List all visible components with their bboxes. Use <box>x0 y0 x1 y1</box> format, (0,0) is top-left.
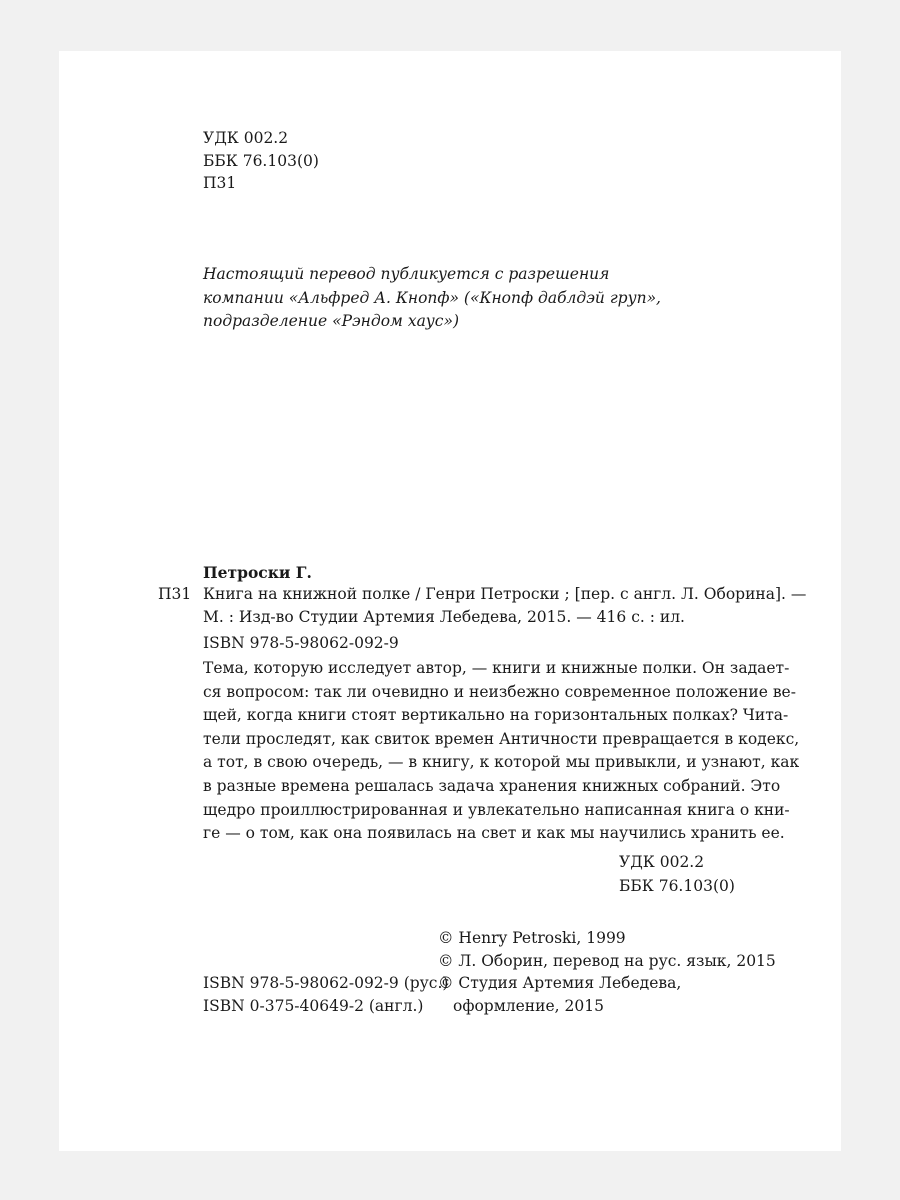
copyright-line: © Л. Оборин, перевод на рус. язык, 2015 <box>438 951 776 970</box>
permission-line: подразделение «Рэндом хаус») <box>203 312 460 330</box>
annotation-line: ге — о том, как она появилась на свет и как мы научились хранить ее. <box>203 824 785 843</box>
permission-line: компании «Альфред А. Кнопф» («Кнопф даблдэй груп», <box>203 288 661 307</box>
copyright-block <box>438 927 776 1017</box>
catalog-author: Петроски Г. <box>203 563 312 582</box>
author-mark: П31 <box>203 174 237 192</box>
description-line: М. : Изд-во Студии Артемия Лебедева, 2015. — 416 с. : ил. <box>203 608 685 626</box>
annotation-line: в разные времена решалась задача хранения книжных собраний. Это <box>203 776 781 795</box>
annotation <box>203 657 800 846</box>
bibliographic-description <box>203 583 807 629</box>
bbk-code: ББК 76.103(0) <box>203 151 319 170</box>
isbn-line: ISBN 0-375-40649-2 (англ.) <box>203 996 424 1015</box>
udk-code: УДК 002.2 <box>203 129 289 147</box>
isbn-line: ISBN 978-5-98062-092-9 (рус.) <box>203 974 449 992</box>
catalog-isbn: ISBN 978-5-98062-092-9 <box>203 634 399 652</box>
copyright-line: © Henry Petroski, 1999 <box>438 929 626 947</box>
annotation-line: ся вопросом: так ли очевидно и неизбежно современное положение ве- <box>203 682 796 701</box>
annotation-line: Тема, которую исследует автор, — книги и книжные полки. Он задает- <box>203 659 790 677</box>
catalog-shelf-mark: П31 <box>158 585 192 603</box>
description-line: Книга на книжной полке / Генри Петроски ; [пер. с англ. Л. Оборина]. — <box>203 585 807 603</box>
copyright-line: © Студия Артемия Лебедева, <box>438 974 682 992</box>
permission-notice <box>203 263 661 334</box>
bbk-code: ББК 76.103(0) <box>619 876 735 895</box>
annotation-line: а тот, в свою очередь, — в книгу, к которой мы привыкли, и узнают, как <box>203 753 800 772</box>
annotation-line: щедро проиллюстрированная и увлекательно написанная книга о кни- <box>203 800 790 819</box>
permission-line: Настоящий перевод публикуется с разрешения <box>203 265 610 283</box>
isbn-block <box>203 972 448 1017</box>
annotation-line: тели проследят, как свиток времен Античности превращается в кодекс, <box>203 729 800 748</box>
catalog-classification <box>619 851 735 898</box>
classification-block <box>203 127 319 195</box>
udk-code: УДК 002.2 <box>619 853 705 871</box>
copyright-line: оформление, 2015 <box>453 996 604 1015</box>
annotation-line: щей, когда книги стоят вертикально на горизонтальных полках? Чита- <box>203 706 789 725</box>
